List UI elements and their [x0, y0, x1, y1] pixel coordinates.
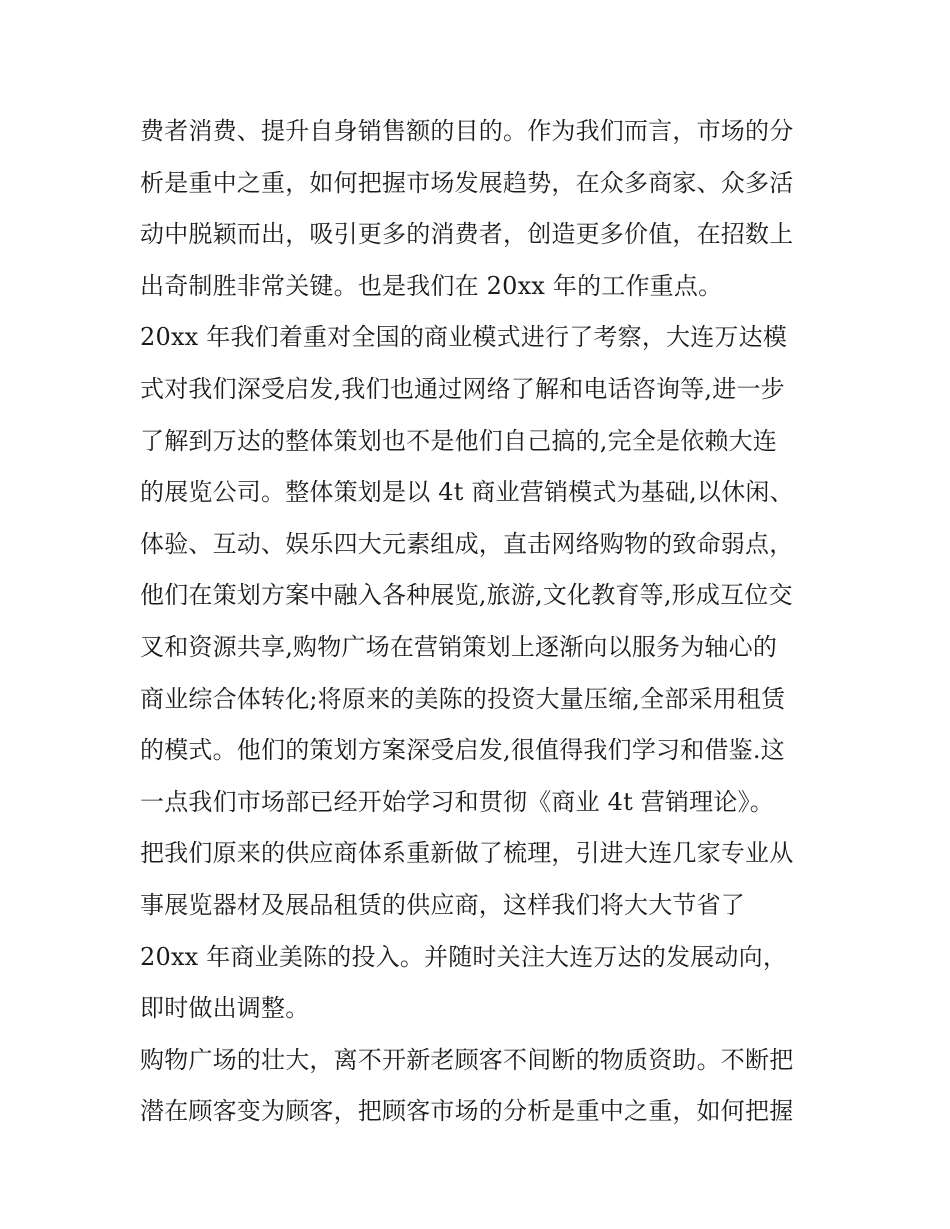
text-line: 叉和资源共享,购物广场在营销策划上逐渐向以服务为轴心的 [140, 632, 778, 661]
text-line: 析是重中之重，如何把握市场发展趋势，在众多商家、众多活 [140, 168, 794, 197]
text-line: 20xx 年商业美陈的投入。并随时关注大连万达的发展动向， [140, 942, 788, 971]
text-line: 商业综合体转化;将原来的美陈的投资大量压缩,全部采用租赁 [140, 684, 786, 713]
text-line: 体验、互动、娱乐四大元素组成，直击网络购物的致命弱点， [140, 529, 794, 558]
text-line: 的展览公司。整体策划是以 4t 商业营销模式为基础,以休闲、 [140, 478, 794, 507]
text-line: 即时做出调整。 [140, 994, 310, 1023]
text-line: 出奇制胜非常关键。也是我们在 20xx 年的工作重点。 [140, 271, 723, 300]
text-line: 式对我们深受启发,我们也通过网络了解和电话咨询等,进一步 [140, 374, 785, 403]
text-line: 他们在策划方案中融入各种展览,旅游,文化教育等,形成互位交 [140, 581, 793, 610]
text-line: 动中脱颖而出，吸引更多的消费者，创造更多价值，在招数上 [140, 220, 794, 249]
text-line: 了解到万达的整体策划也不是他们自己搞的,完全是依赖大连 [140, 426, 778, 455]
text-line: 购物广场的壮大，离不开新老顾客不间断的物质资助。不断把 [140, 1045, 794, 1074]
body-text [140, 106, 840, 1138]
text-line: 把我们原来的供应商体系重新做了梳理，引进大连几家专业从 [140, 839, 794, 868]
text-line: 的模式。他们的策划方案深受启发,很值得我们学习和借鉴.这 [140, 736, 785, 765]
text-line: 事展览器材及展品租赁的供应商，这样我们将大大节省了 [140, 890, 745, 919]
text-line: 潜在顾客变为顾客，把顾客市场的分析是重中之重，如何把握 [140, 1097, 794, 1126]
text-line: 一点我们市场部已经开始学习和贯彻《商业 4t 营销理论》。 [140, 787, 774, 816]
text-line: 20xx 年我们着重对全国的商业模式进行了考察，大连万达模 [140, 323, 788, 352]
text-line: 费者消费、提升自身销售额的目的。作为我们而言，市场的分 [140, 117, 794, 145]
